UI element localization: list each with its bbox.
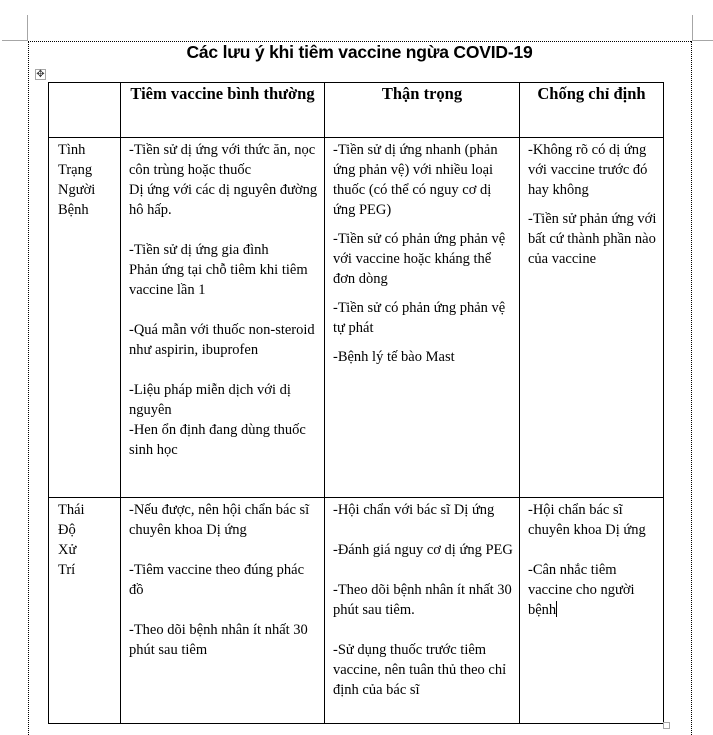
cell-paragraph: -Tiền sử dị ứng nhanh (phản ứng phản vệ) với nhiều loại thuốc (có thể có nguy cơ dị ứng PEG): [333, 142, 498, 218]
cell-paragraph: -Quá mẫn với thuốc non-steroid như aspirin, ibuprofen: [129, 322, 315, 358]
row-label-management[interactable]: [49, 498, 121, 724]
cell-paragraph: -Nếu được, nên hội chẩn bác sĩ chuyên khoa Dị ứng: [129, 502, 310, 538]
cell-paragraph: -Bệnh lý tế bào Mast: [333, 349, 455, 365]
text-boundary-left: [28, 41, 29, 735]
cell-management-caution[interactable]: [325, 498, 520, 724]
header-cell-caution[interactable]: Thận trọng: [325, 83, 520, 138]
header-cell-normal-vaccination[interactable]: Tiêm vaccine bình thường: [121, 83, 325, 138]
table-resize-icon[interactable]: [663, 722, 670, 729]
cell-paragraph: -Theo dõi bệnh nhân ít nhất 30 phút sau tiêm.: [333, 582, 512, 618]
cell-patient-status-contraindication[interactable]: [520, 138, 664, 498]
table-row-management: [49, 498, 664, 724]
row-label-word: Bệnh: [58, 202, 89, 218]
cell-paragraph: -Sử dụng thuốc trước tiêm vaccine, nên tuân thủ theo chỉ định của bác sĩ: [333, 642, 507, 698]
text-cursor: [556, 601, 557, 617]
cell-paragraph: Dị ứng với các dị nguyên đường hô hấp.: [129, 182, 318, 218]
row-label-patient-status[interactable]: [49, 138, 121, 498]
row-label-word: Thái: [58, 502, 85, 518]
text-boundary-right: [691, 41, 692, 735]
cell-paragraph: -Đánh giá nguy cơ dị ứng PEG: [333, 542, 513, 558]
cell-paragraph: -Tiền sử có phản ứng phản vệ tự phát: [333, 300, 506, 336]
crop-mark-top-left-vertical: [27, 15, 28, 41]
cell-paragraph: -Hội chẩn với bác sĩ Dị ứng: [333, 502, 495, 518]
header-cell-empty[interactable]: [49, 83, 121, 138]
cell-paragraph-text: -Cân nhắc tiêm vaccine cho người bệnh: [528, 562, 635, 618]
cell-patient-status-normal[interactable]: [121, 138, 325, 498]
table-header-row: [49, 83, 664, 138]
cell-management-contraindication[interactable]: [520, 498, 664, 724]
row-label-word: Trí: [58, 562, 76, 578]
cell-paragraph: [528, 560, 659, 620]
cell-paragraph: -Tiền sử dị ứng gia đình: [129, 242, 269, 258]
table-move-icon[interactable]: ✥: [36, 69, 45, 80]
covid-vaccine-notes-table: [48, 82, 664, 724]
cell-paragraph: -Hen ổn định đang dùng thuốc sinh học: [129, 422, 306, 458]
row-label-word: Xử: [58, 542, 77, 558]
cell-paragraph: -Tiêm vaccine theo đúng phác đồ: [129, 562, 305, 598]
cell-paragraph: -Theo dõi bệnh nhân ít nhất 30 phút sau tiêm: [129, 622, 308, 658]
cell-patient-status-caution[interactable]: [325, 138, 520, 498]
cell-management-normal[interactable]: [121, 498, 325, 724]
row-label-word: Độ: [58, 522, 76, 538]
row-label-word: Tình: [58, 142, 86, 158]
header-cell-contraindication[interactable]: Chống chỉ định: [520, 83, 664, 138]
table-row-patient-status: [49, 138, 664, 498]
cell-paragraph: -Không rõ có dị ứng với vaccine trước đó hay không: [528, 142, 648, 198]
crop-mark-top-right-vertical: [692, 15, 693, 41]
cell-paragraph: Phản ứng tại chỗ tiêm khi tiêm vaccine lần 1: [129, 262, 308, 298]
cell-paragraph: -Liệu pháp miễn dịch với dị nguyên: [129, 382, 291, 418]
document-title[interactable]: Các lưu ý khi tiêm vaccine ngừa COVID-19: [186, 42, 533, 62]
cell-paragraph: -Tiền sử dị ứng với thức ăn, nọc côn trùng hoặc thuốc: [129, 142, 316, 178]
crop-mark-top-left-horizontal: [2, 40, 28, 41]
cell-paragraph: -Tiền sử có phản ứng phản vệ với vaccine hoặc kháng thể đơn dòng: [333, 231, 506, 287]
row-label-word: Trạng: [58, 162, 93, 178]
cell-paragraph: -Tiền sử phản ứng với bất cứ thành phần nào của vaccine: [528, 211, 657, 267]
cell-paragraph: -Hội chẩn bác sĩ chuyên khoa Dị ứng: [528, 502, 646, 538]
crop-mark-top-right-horizontal: [692, 40, 713, 41]
row-label-word: Người: [58, 182, 96, 198]
